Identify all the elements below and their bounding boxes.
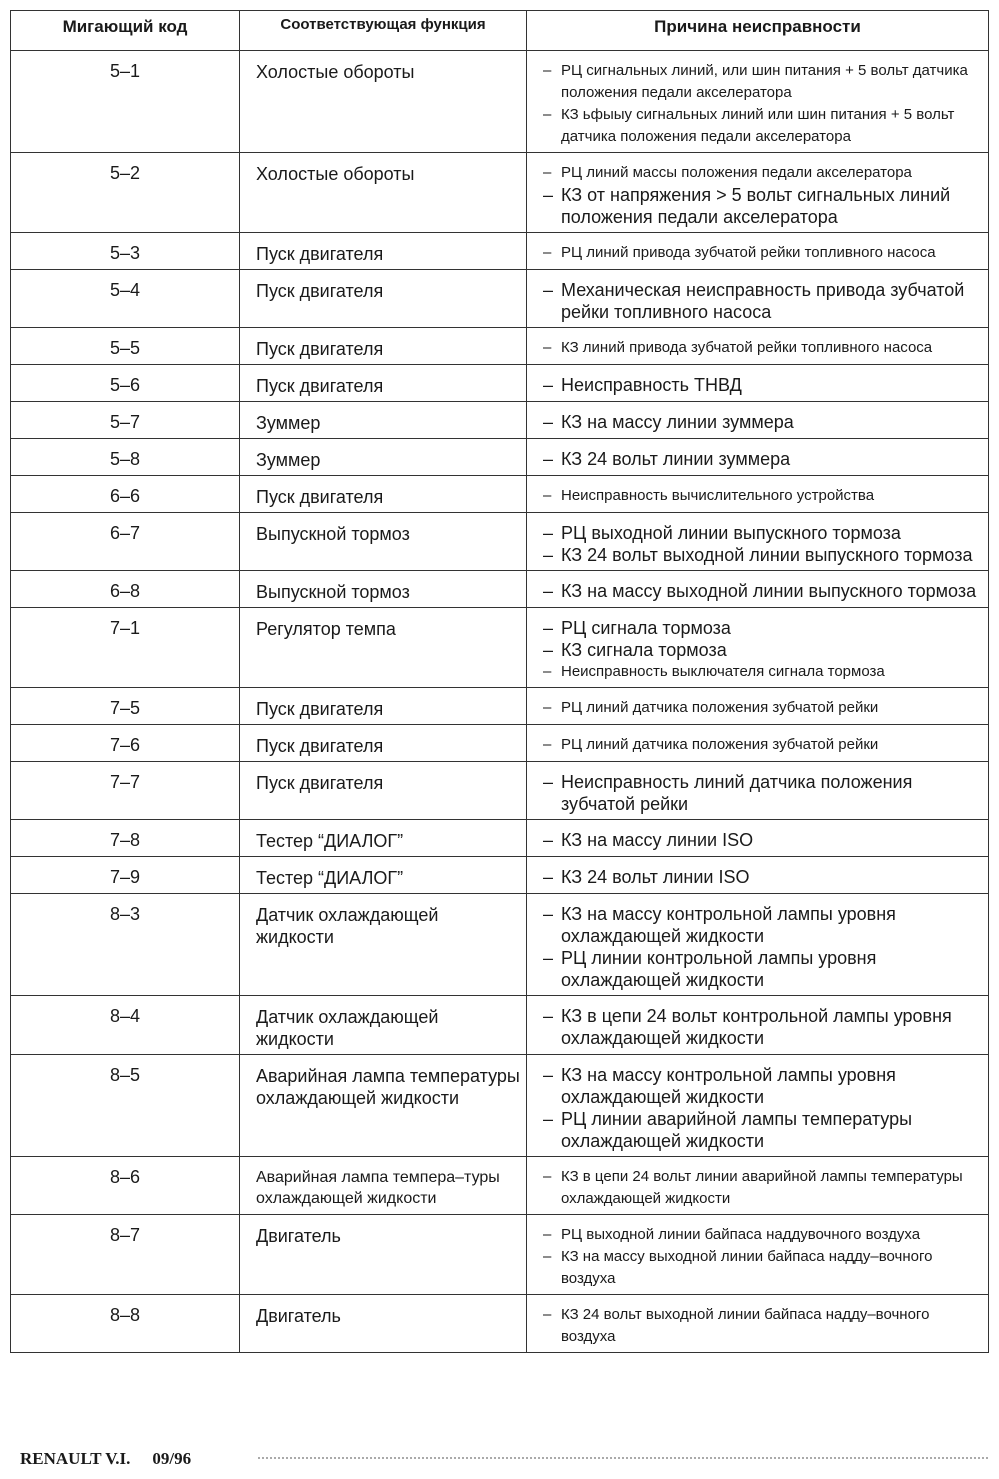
footer-date: 09/96 <box>152 1449 192 1468</box>
dash-bullet: – <box>543 523 554 543</box>
dash-bullet: – <box>543 375 554 395</box>
cell-function: Двигатель <box>240 1295 527 1353</box>
cause-item <box>543 411 984 433</box>
cell-function: Аварийная лампа темпера–туры охлаждающей жидкости <box>240 1157 527 1215</box>
dash-bullet: – <box>543 699 552 716</box>
cause-text: РЦ линий массы положения педали акселератора <box>561 164 912 181</box>
dash-bullet: – <box>543 164 552 181</box>
cause-item <box>543 242 984 264</box>
cell-function: Пуск двигателя <box>240 270 527 328</box>
dash-bullet: – <box>543 830 554 850</box>
cause-text: КЗ на массу линии ISO <box>561 830 754 850</box>
dash-bullet: – <box>543 948 554 968</box>
cause-item <box>543 771 984 815</box>
table-row <box>11 328 989 365</box>
cell-function: Датчик охлаждающей жидкости <box>240 894 527 996</box>
cell-code: 5–6 <box>11 365 240 402</box>
cause-text: КЗ на массу выходной линии выпускного тормоза <box>561 581 977 601</box>
dash-bullet: – <box>543 581 554 601</box>
cause-text: РЦ линий привода зубчатой рейки топливного насоса <box>561 244 936 261</box>
cell-function: Пуск двигателя <box>240 725 527 762</box>
cell-function: Тестер “ДИАЛОГ” <box>240 857 527 894</box>
cause-text: Неисправность линий датчика положения зубчатой рейки <box>561 772 913 814</box>
cell-cause <box>527 51 989 153</box>
cause-text: РЦ выходной линии выпускного тормоза <box>561 523 901 543</box>
cell-code: 5–5 <box>11 328 240 365</box>
dash-bullet: – <box>543 244 552 261</box>
cause-text: РЦ выходной линии байпаса наддувочного воздуха <box>561 1226 921 1243</box>
cause-item <box>543 734 984 756</box>
cell-function: Зуммер <box>240 439 527 476</box>
table-row <box>11 608 989 688</box>
cell-cause <box>527 762 989 820</box>
dash-bullet: – <box>543 1065 554 1085</box>
table-row <box>11 1215 989 1295</box>
cell-function: Пуск двигателя <box>240 476 527 513</box>
cause-item <box>543 829 984 851</box>
cause-item <box>543 617 984 639</box>
cell-cause <box>527 365 989 402</box>
table-row <box>11 513 989 571</box>
cause-item <box>543 580 984 602</box>
cell-code: 8–7 <box>11 1215 240 1295</box>
cause-item <box>543 184 984 228</box>
table-row <box>11 688 989 725</box>
dash-bullet: – <box>543 1168 552 1185</box>
cause-item <box>543 522 984 544</box>
dash-bullet: – <box>543 449 554 469</box>
cell-code: 5–8 <box>11 439 240 476</box>
cause-text: КЗ 24 вольт линии ISO <box>561 867 750 887</box>
dash-bullet: – <box>543 412 554 432</box>
table-row <box>11 571 989 608</box>
cause-item <box>543 162 984 184</box>
cell-code: 5–7 <box>11 402 240 439</box>
cause-text: КЗ в цепи 24 вольт контрольной лампы уровня охлаждающей жидкости <box>561 1006 952 1048</box>
cause-text: КЗ сигнала тормоза <box>561 640 727 660</box>
cell-function: Выпускной тормоз <box>240 513 527 571</box>
cell-function: Аварийная лампа температуры охлаждающей жидкости <box>240 1055 527 1157</box>
dash-bullet: – <box>543 1248 552 1265</box>
cell-cause <box>527 820 989 857</box>
cause-item <box>543 337 984 359</box>
table-row <box>11 894 989 996</box>
cause-text: КЗ на массу линии зуммера <box>561 412 794 432</box>
cause-item <box>543 60 984 104</box>
table-row <box>11 1295 989 1353</box>
cell-cause <box>527 233 989 270</box>
cell-code: 7–6 <box>11 725 240 762</box>
cell-cause <box>527 894 989 996</box>
cell-function: Пуск двигателя <box>240 688 527 725</box>
cause-item <box>543 903 984 947</box>
cell-code: 5–4 <box>11 270 240 328</box>
dash-bullet: – <box>543 867 554 887</box>
table-row <box>11 51 989 153</box>
cell-code: 8–5 <box>11 1055 240 1157</box>
table-header-row <box>11 11 989 51</box>
table-row <box>11 996 989 1055</box>
cell-function: Тестер “ДИАЛОГ” <box>240 820 527 857</box>
cell-cause <box>527 1055 989 1157</box>
table-row <box>11 820 989 857</box>
dash-bullet: – <box>543 1006 554 1026</box>
fault-code-table <box>10 10 989 1353</box>
cause-text: РЦ линий датчика положения зубчатой рейки <box>561 736 879 753</box>
dash-bullet: – <box>543 487 552 504</box>
cell-cause <box>527 402 989 439</box>
table-row <box>11 725 989 762</box>
dash-bullet: – <box>543 339 552 356</box>
cell-code: 8–6 <box>11 1157 240 1215</box>
cell-cause <box>527 439 989 476</box>
header-code: Мигающий код <box>11 11 240 51</box>
table-row <box>11 233 989 270</box>
cell-function: Пуск двигателя <box>240 233 527 270</box>
cause-item <box>543 866 984 888</box>
cause-item <box>543 1166 984 1210</box>
cause-item <box>543 448 984 470</box>
cell-code: 5–1 <box>11 51 240 153</box>
cause-item <box>543 1224 984 1246</box>
cause-item <box>543 104 984 148</box>
dash-bullet: – <box>543 772 554 792</box>
cell-cause <box>527 857 989 894</box>
cell-cause <box>527 153 989 233</box>
dash-bullet: – <box>543 185 554 205</box>
table-row <box>11 1157 989 1215</box>
cause-text: Механическая неисправность привода зубчатой рейки топливного насоса <box>561 280 965 322</box>
cell-cause <box>527 571 989 608</box>
cause-item <box>543 697 984 719</box>
table-row <box>11 365 989 402</box>
cause-text: КЗ на массу контрольной лампы уровня охлаждающей жидкости <box>561 904 896 946</box>
cell-function: Пуск двигателя <box>240 365 527 402</box>
table-row <box>11 402 989 439</box>
cause-text: КЗ линий привода зубчатой рейки топливного насоса <box>561 339 933 356</box>
cell-cause <box>527 1215 989 1295</box>
dash-bullet: – <box>543 904 554 924</box>
dash-bullet: – <box>543 1109 554 1129</box>
cause-text: РЦ сигнальных линий, или шин питания + 5 вольт датчика положения педали акселератора <box>561 62 968 101</box>
cell-function: Двигатель <box>240 1215 527 1295</box>
cause-text: КЗ ьфыыу сигнальных линий или шин питания + 5 вольт датчика положения педали акселератора <box>561 106 955 145</box>
cause-text: Неисправность ТНВД <box>561 375 742 395</box>
table-row <box>11 857 989 894</box>
cell-function: Зуммер <box>240 402 527 439</box>
table-row <box>11 1055 989 1157</box>
cause-item <box>543 1005 984 1049</box>
cell-code: 8–3 <box>11 894 240 996</box>
cause-item <box>543 1304 984 1348</box>
table-row <box>11 762 989 820</box>
cell-cause <box>527 513 989 571</box>
cause-text: КЗ в цепи 24 вольт линии аварийной лампы температуры охлаждающей жидкости <box>561 1168 963 1207</box>
cause-text: КЗ 24 вольт выходной линии байпаса надду–вочного воздуха <box>561 1306 930 1345</box>
footer-rule <box>258 1457 988 1459</box>
cause-text: КЗ от напряжения > 5 вольт сигнальных линий положения педали акселератора <box>561 185 951 227</box>
cell-cause <box>527 725 989 762</box>
cell-cause <box>527 1157 989 1215</box>
cell-code: 7–7 <box>11 762 240 820</box>
cell-cause <box>527 476 989 513</box>
cause-item <box>543 279 984 323</box>
cause-item <box>543 1108 984 1152</box>
cell-cause <box>527 1295 989 1353</box>
cause-item <box>543 1246 984 1290</box>
cell-code: 7–5 <box>11 688 240 725</box>
dash-bullet: – <box>543 280 554 300</box>
dash-bullet: – <box>543 618 554 638</box>
cell-code: 7–1 <box>11 608 240 688</box>
footer <box>20 1449 191 1469</box>
table-row <box>11 476 989 513</box>
cell-code: 6–6 <box>11 476 240 513</box>
cell-function: Выпускной тормоз <box>240 571 527 608</box>
dash-bullet: – <box>543 1306 552 1323</box>
cell-code: 8–8 <box>11 1295 240 1353</box>
cell-code: 6–7 <box>11 513 240 571</box>
cell-code: 8–4 <box>11 996 240 1055</box>
footer-brand: RENAULT V.I. <box>20 1449 131 1468</box>
header-cause: Причина неисправности <box>527 11 989 51</box>
cause-text: РЦ сигнала тормоза <box>561 618 731 638</box>
cell-cause <box>527 328 989 365</box>
cell-cause <box>527 270 989 328</box>
cause-text: РЦ линий датчика положения зубчатой рейки <box>561 699 879 716</box>
table-row <box>11 153 989 233</box>
cell-cause <box>527 996 989 1055</box>
cause-item <box>543 374 984 396</box>
cell-function: Датчик охлаждающей жидкости <box>240 996 527 1055</box>
header-function: Соответствующая функция <box>240 11 527 51</box>
cell-function: Регулятор темпа <box>240 608 527 688</box>
cell-code: 7–9 <box>11 857 240 894</box>
cause-item <box>543 544 984 566</box>
dash-bullet: – <box>543 62 552 79</box>
cause-text: РЦ линии аварийной лампы температуры охлаждающей жидкости <box>561 1109 913 1151</box>
dash-bullet: – <box>543 663 552 680</box>
cause-text: Неисправность выключателя сигнала тормоза <box>561 663 885 680</box>
cell-code: 7–8 <box>11 820 240 857</box>
cause-text: КЗ 24 вольт выходной линии выпускного тормоза <box>561 545 973 565</box>
cell-code: 5–2 <box>11 153 240 233</box>
dash-bullet: – <box>543 106 552 123</box>
cause-item <box>543 947 984 991</box>
cause-text: КЗ на массу контрольной лампы уровня охлаждающей жидкости <box>561 1065 896 1107</box>
table-row <box>11 270 989 328</box>
cell-function: Холостые обороты <box>240 153 527 233</box>
dash-bullet: – <box>543 736 552 753</box>
cause-text: РЦ линии контрольной лампы уровня охлаждающей жидкости <box>561 948 877 990</box>
cell-cause <box>527 688 989 725</box>
cause-item <box>543 661 984 683</box>
cell-function: Холостые обороты <box>240 51 527 153</box>
cell-cause <box>527 608 989 688</box>
cell-code: 6–8 <box>11 571 240 608</box>
dash-bullet: – <box>543 545 554 565</box>
cause-item <box>543 1064 984 1108</box>
dash-bullet: – <box>543 1226 552 1243</box>
dash-bullet: – <box>543 640 554 660</box>
cause-item <box>543 639 984 661</box>
cause-text: Неисправность вычислительного устройства <box>561 487 875 504</box>
cell-function: Пуск двигателя <box>240 762 527 820</box>
table-row <box>11 439 989 476</box>
cell-function: Пуск двигателя <box>240 328 527 365</box>
cell-code: 5–3 <box>11 233 240 270</box>
cause-text: КЗ на массу выходной линии байпаса надду–вочного воздуха <box>561 1248 933 1287</box>
cause-text: КЗ 24 вольт линии зуммера <box>561 449 791 469</box>
cause-item <box>543 485 984 507</box>
